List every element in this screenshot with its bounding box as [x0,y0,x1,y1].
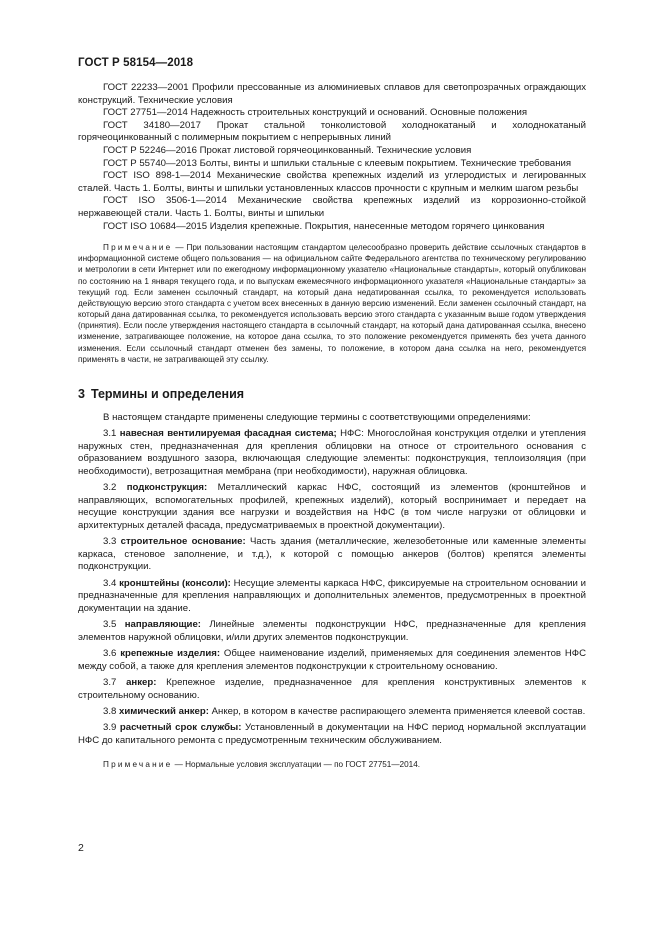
reference-item: ГОСТ ISO 10684—2015 Изделия крепежные. Покрытия, нанесенные методом горячего цинкования [103,220,545,232]
term-number: 3.8 [103,705,120,717]
term-number: 3.5 [103,619,125,631]
term-name: строительное основание: [120,536,246,548]
term-number: 3.7 [103,676,127,688]
term-text: Металлический каркас НФС, состоящий из элементов (кронштейнов и направляющих, вспомогательных профилей, крепежных изделий), который воспринимает и передает на несущие конструкции здания все нагрузки и воздействия на НФС (в том числе нагрузки от облицовки и архитектурных деталей фасада, предусматриваемых в проектной документации). [78,482,586,531]
term-text: Анкер, в котором в качестве распирающего элемента применяется клеевой состав. [208,705,586,717]
reference-item: ГОСТ 22233—2001 Профили прессованные из алюминиевых сплавов для светопрозрачных ограждающих конструкций. Технические условия [78,82,586,106]
term-definition [78,722,586,747]
page-number: 2 [78,842,84,854]
term-name: направляющие: [124,619,201,631]
term-definition [78,648,586,673]
term-name: расчетный срок службы: [119,722,242,734]
reference-item: ГОСТ Р 55740—2013 Болты, винты и шпильки стальные с клеевым покрытием. Технические требования [103,157,572,169]
term-definition [78,619,586,644]
term-text: Крепежное изделие, предназначенное для крепления конструктивных элементов к строительному основанию. [78,676,586,701]
reference-item: ГОСТ ISO 3506-1—2014 Механические свойства крепежных изделий из коррозионно-стойкой нержавеющей стали. Часть 1. Болты, винты и шпильки [78,195,586,219]
term-number: 3.6 [103,648,121,660]
term-number: 3.1 [103,428,120,440]
section-title: Термины и определения [90,386,245,401]
term-number: 3.9 [103,722,120,734]
term-definition [78,706,586,719]
references-note [78,242,586,365]
section-number: 3 [78,386,85,401]
reference-item: ГОСТ ISO 898-1—2014 Механические свойства крепежных изделий из углеродистых и легированных сталей. Часть 1. Болты, винты и шпильки установленных классов прочности с крупным и мелким шагом резьбы [78,170,586,194]
term-name: кронштейны (консоли): [119,577,231,589]
term-text: Часть здания (металлические, железобетонные или каменные элементы каркаса, стеновое заполнение, и т.д.), к которой с помощью анкеров (болтов) крепятся элементы подконструкции. [78,536,586,573]
term-text: Линейные элементы подконструкции НФС, предназначенные для крепления элементов наружной облицовки, и/или других элементов подконструкции. [78,619,586,643]
term-definition [78,536,586,574]
term-text: Общее наименование изделий, применяемых для соединения элементов НФС между собой, а также для крепления элементов подконструкции к строительному основанию. [78,648,587,672]
note-label: Примечание [103,760,173,770]
section-intro: В настоящем стандарте применены следующие термины с соответствующими определениями: [103,411,531,423]
term-name: навесная вентилируемая фасадная система; [119,428,337,440]
note-text: — Нормальные условия эксплуатации — по ГОСТ 27751—2014. [172,760,421,770]
reference-item: ГОСТ 27751—2014 Надежность строительных конструкций и оснований. Основные положения [103,107,528,119]
term-definition [78,482,586,532]
page-content [78,82,586,770]
note-label: Примечание [103,243,173,253]
reference-item: ГОСТ Р 52246—2016 Прокат листовой горячеоцинкованный. Технические условия [103,144,472,156]
note-text: — При пользовании настоящим стандартом целесообразно проверить действие ссылочных стандартов в информационной системе общего пользования — на официальном сайте Федерального агентства по техническому регулированию и метрологии в сети Интернет или по ежегодному информационному указателю «Национальные стандарты», который опубликован по состоянию на 1 января текущего года, и по выпускам ежемесячного информационного указателя «Национальные стандарты» за текущий год. Если заменен ссылочный стандарт, на который дана недатированная ссылка, то рекомендуется использовать действующую версию этого стандарта с учетом всех внесенных в данную версию изменений. Если заменен ссылочный стандарт, на который дана датированная ссылка, то рекомендуется использовать версию этого стандарта с указанным выше годом утверждения (принятия). Если после утверждения настоящего стандарта в ссылочный стандарт, на который дана датированная ссылка, внесено изменение, затрагивающее положение, на которое дана ссылка, то это положение рекомендуется применять без учета данного изменения. Если ссылочный стандарт отменен без замены, то положение, в котором дана ссылка на него, рекомендуется применять в части, не затрагивающей эту ссылку. [78,243,586,364]
section-heading [78,387,586,402]
term-definition [78,428,586,478]
term-number: 3.2 [103,482,127,494]
term-definition [78,578,586,616]
term-name: крепежные изделия: [120,648,221,660]
reference-item: ГОСТ 34180—2017 Прокат стальной тонколистовой холоднокатаный и холоднокатаный горячеоцинкованный с полимерным покрытием с непрерывных линий [78,119,586,144]
term-name: химический анкер: [119,705,209,717]
term-number: 3.4 [103,577,120,589]
term-definition [78,677,586,702]
term-text: Несущие элементы каркаса НФС, фиксируемые на строительном основании и предназначенные для крепления направляющих и дополнительных элементов, предусмотренных в проектной документации на здание. [78,577,586,614]
term-text: НФС: Многослойная конструкция отделки и утепления наружных стен, предназначенная для крепления облицовки на относе от строительного основания с образованием воздушного зазора, включающая следующие элементы: подконструкция, теплоизоляция (при необходимости), ветрозащитная мембрана (при необходимости), наружная облицовка. [78,428,587,477]
definitions-note [78,759,586,770]
term-number: 3.3 [103,536,121,548]
document-code-header: ГОСТ Р 58154—2018 [78,57,194,69]
term-text: Установленный в документации на НФС период нормальной эксплуатации НФС до капитального ремонта с предусмотренным техническим обслуживанием. [78,722,586,746]
term-name: подконструкция: [126,482,208,494]
term-name: анкер: [126,676,157,688]
